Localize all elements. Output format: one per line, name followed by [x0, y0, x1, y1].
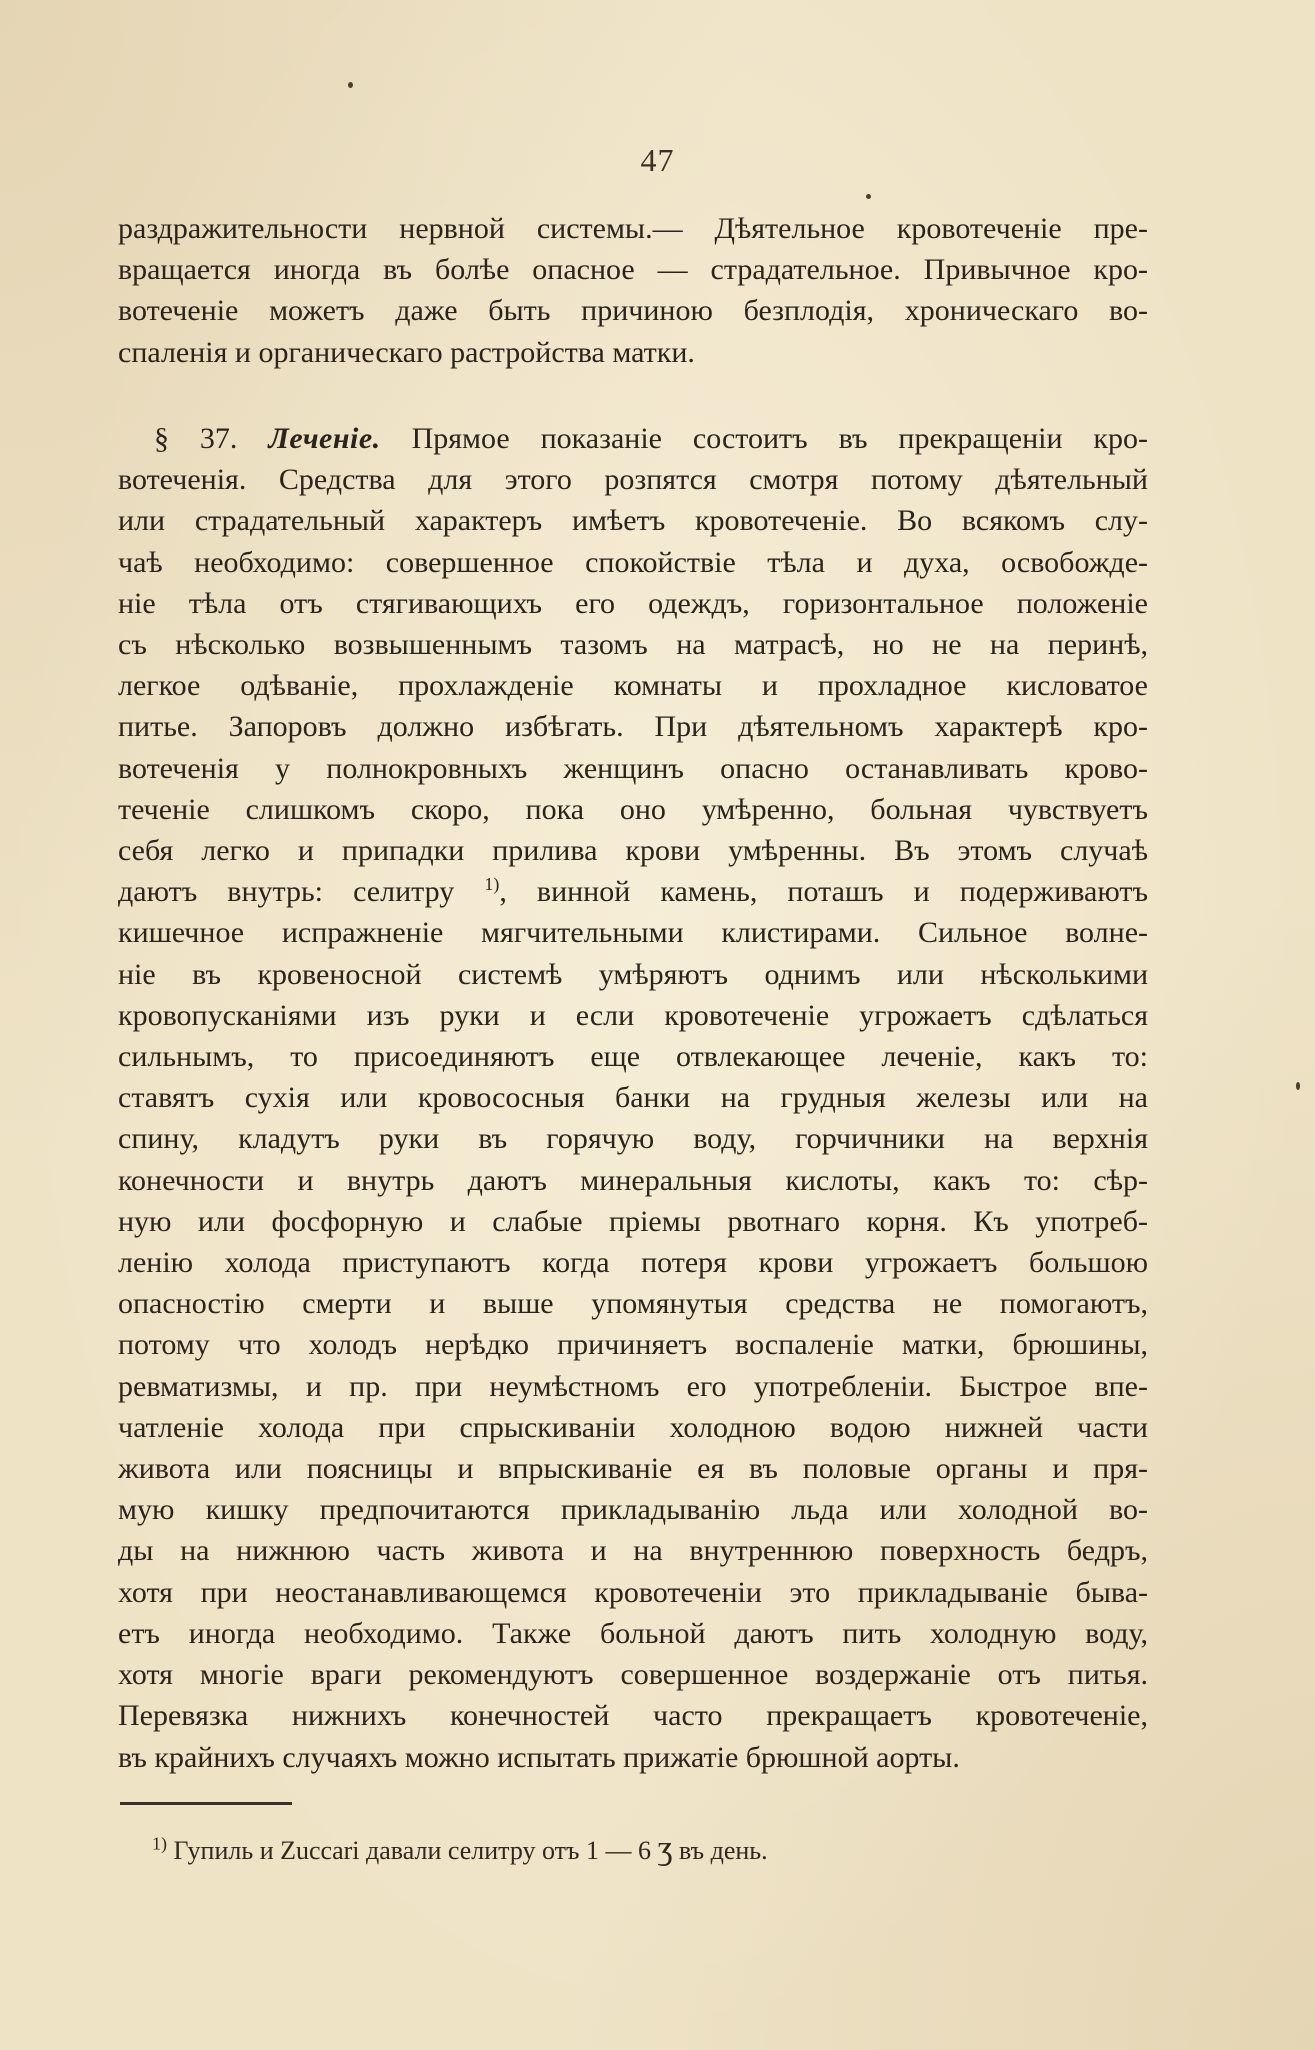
text-line: ную или фосфорную и слабые пріемы рвотнаго корня. Къ употреб- — [118, 1204, 1148, 1238]
text-line: конечности и внутрь даютъ минеральныя кислоты, какъ то: сѣр- — [118, 1163, 1148, 1197]
text-line: хотя многіе враги рекомендуютъ совершенное воздержаніе отъ питья. — [118, 1658, 1148, 1692]
paper-speck — [1296, 1082, 1300, 1090]
section-number: § 37. — [154, 422, 238, 455]
text-line: или страдательный характеръ имѣетъ кровотеченіе. Во всякомъ слу- — [118, 504, 1148, 538]
text-line: вотеченія. Средства для этого розпятся смотря потому дѣятельный — [118, 463, 1148, 497]
text-line: сильнымъ, то присоединяютъ еще отвлекающее леченіе, какъ то: — [118, 1040, 1148, 1074]
footnote — [152, 1830, 768, 1868]
text-fragment: , винной камень, поташъ и подерживаютъ — [499, 875, 1148, 909]
paper-speck — [866, 194, 871, 199]
text-line: ніе въ кровеносной системѣ умѣряютъ однимъ или нѣсколькими — [118, 957, 1148, 991]
text-line-with-footnote — [118, 871, 1148, 912]
text-line: ніе тѣла отъ стягивающихъ его одеждъ, горизонтальное положеніе — [118, 586, 1148, 620]
text-line: потому что холодъ нерѣдко причиняетъ воспаленіе матки, брюшины, — [118, 1328, 1148, 1362]
section-title: Леченіе. — [268, 422, 381, 455]
text-line: съ нѣсколько возвышеннымъ тазомъ на матрасѣ, но не на перинѣ, — [118, 628, 1148, 662]
footnote-marker: 1) — [152, 1833, 167, 1854]
text-line: живота или поясницы и впрыскиваніе ея въ половые органы и пря- — [118, 1452, 1148, 1486]
paragraph-continuation — [118, 208, 1148, 373]
text-line: теченіе слишкомъ скоро, пока оно умѣренно, больная чувствуетъ — [118, 792, 1148, 826]
text-line: мую кишку предпочитаются прикладыванію льда или холодной во- — [118, 1493, 1148, 1527]
text-line: раздражительности нервной системы.— Дѣятельное кровотеченіе пре- — [118, 212, 1148, 245]
text-line: вотеченіе можетъ даже быть причиною безплодія, хроническаго во- — [118, 294, 1148, 328]
text-line: легкое одѣваніе, прохлажденіе комнаты и прохладное кисловатое — [118, 669, 1148, 703]
text-line: ды на нижнюю часть живота и на внутреннюю поверхность бедръ, — [118, 1534, 1148, 1568]
text-line: спину, кладутъ руки въ горячую воду, горчичники на верхнія — [118, 1122, 1148, 1156]
text-fragment: Прямое показаніе состоитъ въ прекращеніи кро- — [411, 422, 1148, 455]
page-number: 47 — [640, 142, 675, 178]
footnote-text: Гупиль и Zuccari давали селитру отъ 1 — 6 — [173, 1836, 651, 1865]
footnote-reference[interactable]: 1) — [484, 874, 500, 895]
text-line: кровопусканіями изъ руки и если кровотеченіе угрожаетъ сдѣлаться — [118, 998, 1148, 1032]
text-line: питье. Запоровъ должно избѣгать. При дѣятельномъ характерѣ кро- — [118, 710, 1148, 744]
paper-speck — [348, 82, 353, 88]
text-line: етъ иногда необходимо. Также больной даютъ пить холодную воду, — [118, 1616, 1148, 1650]
dram-symbol: ʒ — [657, 1830, 673, 1867]
text-line: Перевязка нижнихъ конечностей часто прекращаетъ кровотеченіе, — [118, 1699, 1148, 1733]
text-line: опасностію смерти и выше упомянутыя средства не помогаютъ, — [118, 1287, 1148, 1321]
text-line: ленію холода приступаютъ когда потеря крови угрожаетъ большою — [118, 1246, 1148, 1280]
text-line: ставятъ сухія или кровососныя банки на грудныя железы или на — [118, 1081, 1148, 1115]
text-fragment: даютъ внутрь: селитру — [118, 875, 455, 909]
footnote-divider — [120, 1802, 292, 1805]
text-line: спаленія и органическаго растройства матки. — [118, 335, 695, 369]
text-line: чаѣ необходимо: совершенное спокойствіе тѣла и духа, освобожде- — [118, 545, 1148, 579]
section-heading-line — [118, 418, 1148, 459]
text-line: вращается иногда въ болѣе опасное — страдательное. Привычное кро- — [118, 253, 1148, 287]
text-line: въ крайнихъ случаяхъ можно испытать прижатіе брюшной аорты. — [118, 1740, 960, 1774]
text-line: кишечное испражненіе мягчительными клистирами. Сильное волне- — [118, 916, 1148, 950]
text-line: хотя при неостанавливающемся кровотеченіи это прикладываніе быва- — [118, 1575, 1148, 1609]
section-37-paragraph — [118, 418, 1148, 1778]
text-line: чатленіе холода при спрыскиваніи холодною водою нижней части — [118, 1410, 1148, 1444]
text-line: вотеченія у полнокровныхъ женщинъ опасно останавливать крово- — [118, 751, 1148, 785]
footnote-text-end: въ день. — [679, 1836, 768, 1865]
text-line: ревматизмы, и пр. при неумѣстномъ его употребленіи. Быстрое впе- — [118, 1369, 1148, 1403]
text-line: себя легко и припадки прилива крови умѣренны. Въ этомъ случаѣ — [118, 834, 1148, 868]
